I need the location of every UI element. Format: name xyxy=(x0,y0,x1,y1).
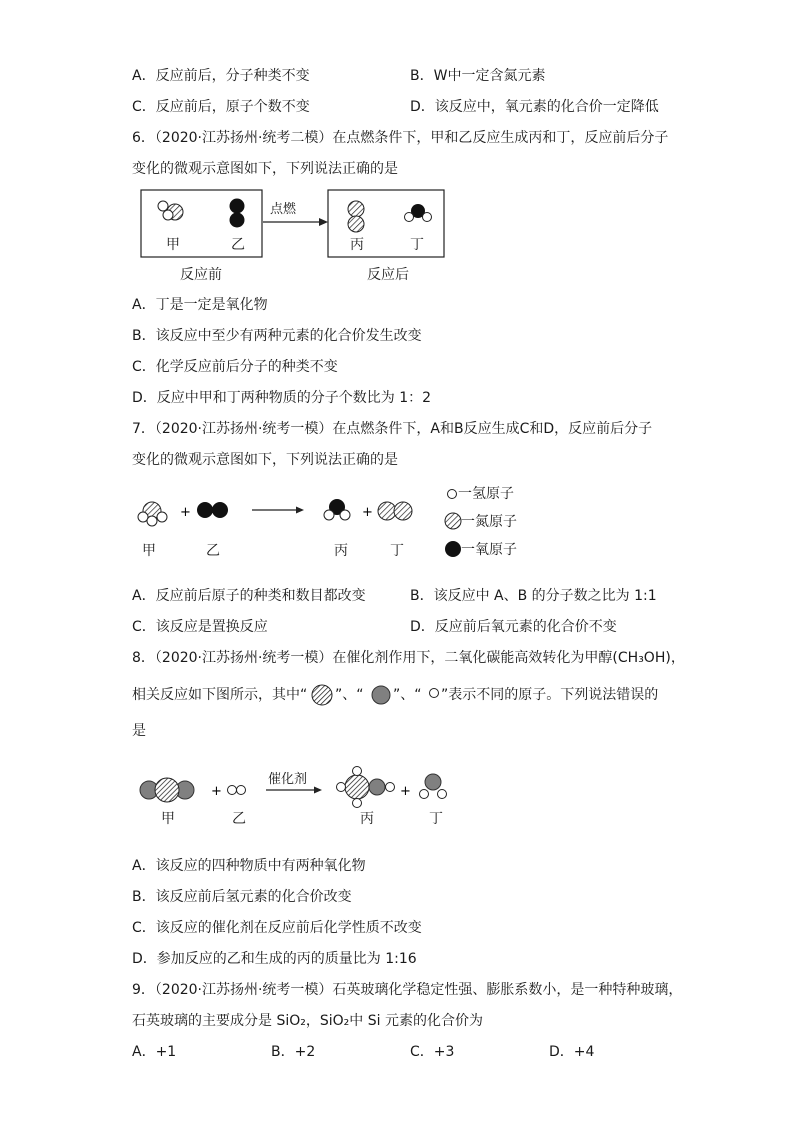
q7-label-yi: 乙 xyxy=(206,543,220,559)
q7-legend-hydrogen: 一氢原子 xyxy=(458,486,514,502)
q9-stem-line1: 9．（2020·江苏扬州·统考一模）石英玻璃化学稳定性强、膨胀系数小，是一种特种玻璃， xyxy=(132,982,683,998)
q6-option-b: B．该反应中至少有两种元素的化合价发生改变 xyxy=(132,328,422,344)
q8-stem-line3: 是 xyxy=(132,723,146,739)
q7-stem-line2: 变化的微观示意图如下，下列说法正确的是 xyxy=(132,452,398,468)
q8-plus-1: + xyxy=(211,784,222,799)
q6-label-bing: 丙 xyxy=(350,237,364,253)
q6-option-d: D．反应中甲和丁两种物质的分子个数比为 1：2 xyxy=(132,390,432,406)
q9-option-a: A．+1 xyxy=(132,1044,177,1060)
q8-option-a: A．该反应的四种物质中有两种氧化物 xyxy=(132,858,366,874)
q6-stem-line2: 变化的微观示意图如下，下列说法正确的是 xyxy=(132,161,398,177)
q8-bing-molecule xyxy=(337,767,395,808)
q7-label-bing: 丙 xyxy=(334,543,348,559)
q7-plus-2: + xyxy=(362,505,373,520)
q8-stem-line2-part2: ”、“ xyxy=(335,687,364,703)
q6-after-label: 反应后 xyxy=(367,267,409,283)
q6-arrow-label: 点燃 xyxy=(270,202,297,217)
q7-label-ding: 丁 xyxy=(390,543,404,559)
q8-label-ding: 丁 xyxy=(429,811,443,827)
q9-option-b: B．+2 xyxy=(271,1044,316,1060)
q7-stem-line1: 7．（2020·江苏扬州·统考一模）在点燃条件下，A和B反应生成C和D，反应前后分子 xyxy=(132,421,653,437)
q7-option-c: C．该反应是置换反应 xyxy=(132,619,268,635)
q7-option-a: A．反应前后原子的种类和数目都改变 xyxy=(132,588,366,604)
q8-option-c: C．该反应的催化剂在反应前后化学性质不改变 xyxy=(132,920,422,936)
q7-legend-nitrogen: 一氮原子 xyxy=(461,514,517,530)
q6-label-yi: 乙 xyxy=(231,237,245,253)
q6-label-jia: 甲 xyxy=(166,237,180,253)
q8-option-b: B．该反应前后氢元素的化合价改变 xyxy=(132,889,352,905)
q8-jia-molecule xyxy=(140,778,194,802)
q8-arrow-label: 催化剂 xyxy=(268,772,308,787)
q8-plus-2: + xyxy=(400,784,411,799)
q8-option-d: D．参加反应的乙和生成的丙的质量比为 1:16 xyxy=(132,951,417,967)
q6-option-a: A．丁是一定是氧化物 xyxy=(132,297,268,313)
q6-label-ding: 丁 xyxy=(410,237,424,253)
q5-option-c: C．反应前后，原子个数不变 xyxy=(132,99,310,115)
q5-option-a: A．反应前后，分子种类不变 xyxy=(132,68,310,84)
q5-option-d: D．该反应中，氧元素的化合价一定降低 xyxy=(410,99,659,115)
q9-stem-line2: 石英玻璃的主要成分是 SiO₂，SiO₂中 Si 元素的化合价为 xyxy=(132,1013,483,1029)
q5-option-b: B．W中一定含氮元素 xyxy=(410,68,546,84)
q8-ding-molecule xyxy=(420,774,447,799)
q9-option-d: D．+4 xyxy=(549,1044,595,1060)
q8-stem-line2-part4: ”表示不同的原子。下列说法错误的 xyxy=(441,687,659,703)
q7-legend-oxygen: 一氧原子 xyxy=(461,542,517,558)
q9-option-c: C．+3 xyxy=(410,1044,455,1060)
q8-stem-line1: 8．（2020·江苏扬州·统考一模）在催化剂作用下，二氧化碳能高效转化为甲醇(CH₃OH)， xyxy=(132,650,685,666)
q8-stem-line2-part1: 相关反应如下图所示，其中“ xyxy=(132,687,308,703)
q7-label-jia: 甲 xyxy=(142,543,156,559)
q8-label-bing: 丙 xyxy=(360,811,374,827)
q8-stem-line2-part3: ”、“ xyxy=(393,687,422,703)
q8-label-jia: 甲 xyxy=(161,811,175,827)
q8-arrowhead xyxy=(314,787,322,794)
q8-label-yi: 乙 xyxy=(232,811,246,827)
q7-option-d: D．反应前后氧元素的化合价不变 xyxy=(410,619,617,635)
q7-option-b: B．该反应中 A、B 的分子数之比为 1:1 xyxy=(410,588,657,604)
q8-yi-molecule xyxy=(228,786,246,795)
q7-plus-1: + xyxy=(180,505,191,520)
q6-option-c: C．化学反应前后分子的种类不变 xyxy=(132,359,338,375)
q6-stem-line1: 6．（2020·江苏扬州·统考二模）在点燃条件下，甲和乙反应生成丙和丁，反应前后分子 xyxy=(132,130,669,146)
q6-before-label: 反应前 xyxy=(180,267,222,283)
